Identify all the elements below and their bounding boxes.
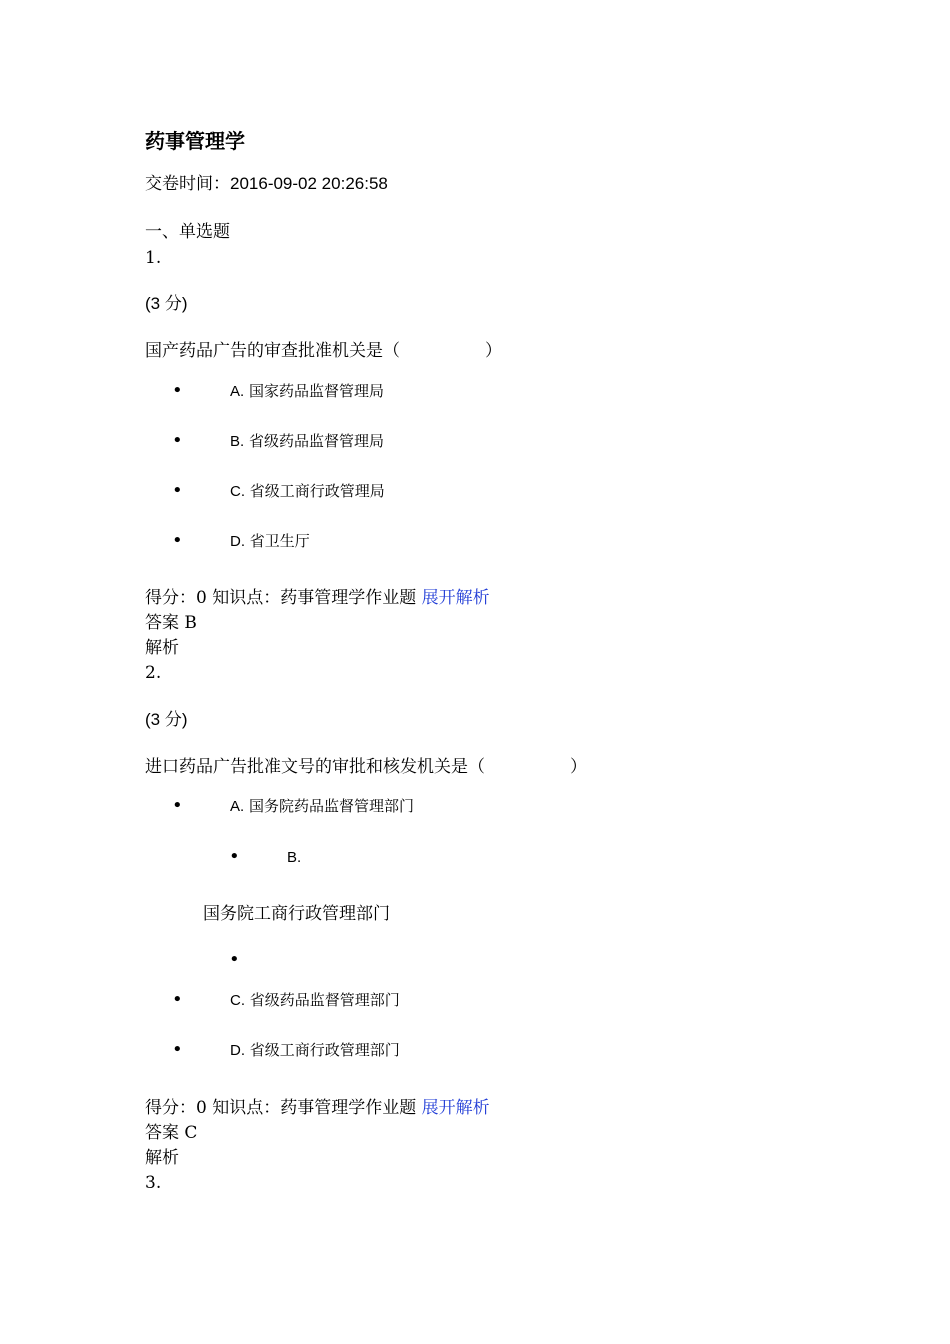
bullet-icon: • [229,949,240,970]
bullet-icon: • [172,430,183,451]
option-letter: C. [230,483,245,500]
bullet-icon: • [229,846,240,867]
question-1-analysis: 解析 [145,638,179,658]
question-2-answer: 答案 C [145,1123,198,1143]
question-1-stem: 国产药品广告的审查批准机关是（ ） [145,341,502,361]
question-1-score-row [145,586,490,610]
question-3-number: 3. [145,1173,162,1193]
question-2-points: (3 分) [145,710,188,729]
submit-time-value: 2016-09-02 20:26:58 [230,174,388,193]
question-1-points: (3 分) [145,294,188,313]
option-text: 省级工商行政管理部门 [249,1041,400,1059]
option-letter: B. [230,433,245,450]
option-letter: C. [230,992,245,1009]
bullet-icon: • [172,530,183,551]
option-letter: B. [287,849,302,866]
submit-time-row [145,172,388,196]
bullet-icon: • [172,795,183,816]
option-d[interactable] [230,1039,400,1062]
question-1-number: 1. [145,248,162,268]
option-b[interactable] [230,430,384,453]
section-heading: 一、单选题 [145,222,230,242]
option-text: 省卫生厅 [249,532,310,550]
option-text: 国务院药品监督管理部门 [248,797,414,815]
option-b[interactable] [287,846,301,869]
question-2-score-row [145,1096,490,1120]
option-text: 国家药品监督管理局 [248,382,384,400]
submit-time-label: 交卷时间： [145,174,230,194]
score-line: 得分：0 知识点：药事管理学作业题 [145,588,417,608]
question-2-analysis: 解析 [145,1148,179,1168]
option-letter: A. [230,383,245,400]
question-1-answer: 答案 B [145,613,197,633]
option-d[interactable] [230,530,310,553]
question-2-number: 2. [145,663,162,683]
bullet-icon: • [172,480,183,501]
option-letter: A. [230,798,245,815]
page-title: 药事管理学 [145,129,245,153]
bullet-icon: • [172,380,183,401]
score-line: 得分：0 知识点：药事管理学作业题 [145,1098,417,1118]
option-a[interactable] [230,380,384,403]
bullet-icon: • [172,989,183,1010]
question-2-stem: 进口药品广告批准文号的审批和核发机关是（ ） [145,757,587,777]
expand-analysis-link[interactable]: 展开解析 [421,1098,490,1118]
option-text: 省级药品监督管理局 [248,432,384,450]
bullet-icon: • [172,1039,183,1060]
option-c[interactable] [230,480,385,503]
option-letter: D. [230,1042,245,1059]
option-text: 省级工商行政管理局 [249,482,385,500]
expand-analysis-link[interactable]: 展开解析 [421,588,490,608]
option-b-text: 国务院工商行政管理部门 [203,904,390,924]
option-letter: D. [230,533,245,550]
option-c[interactable] [230,989,400,1012]
option-text: 省级药品监督管理部门 [249,991,400,1009]
option-a[interactable] [230,795,414,818]
